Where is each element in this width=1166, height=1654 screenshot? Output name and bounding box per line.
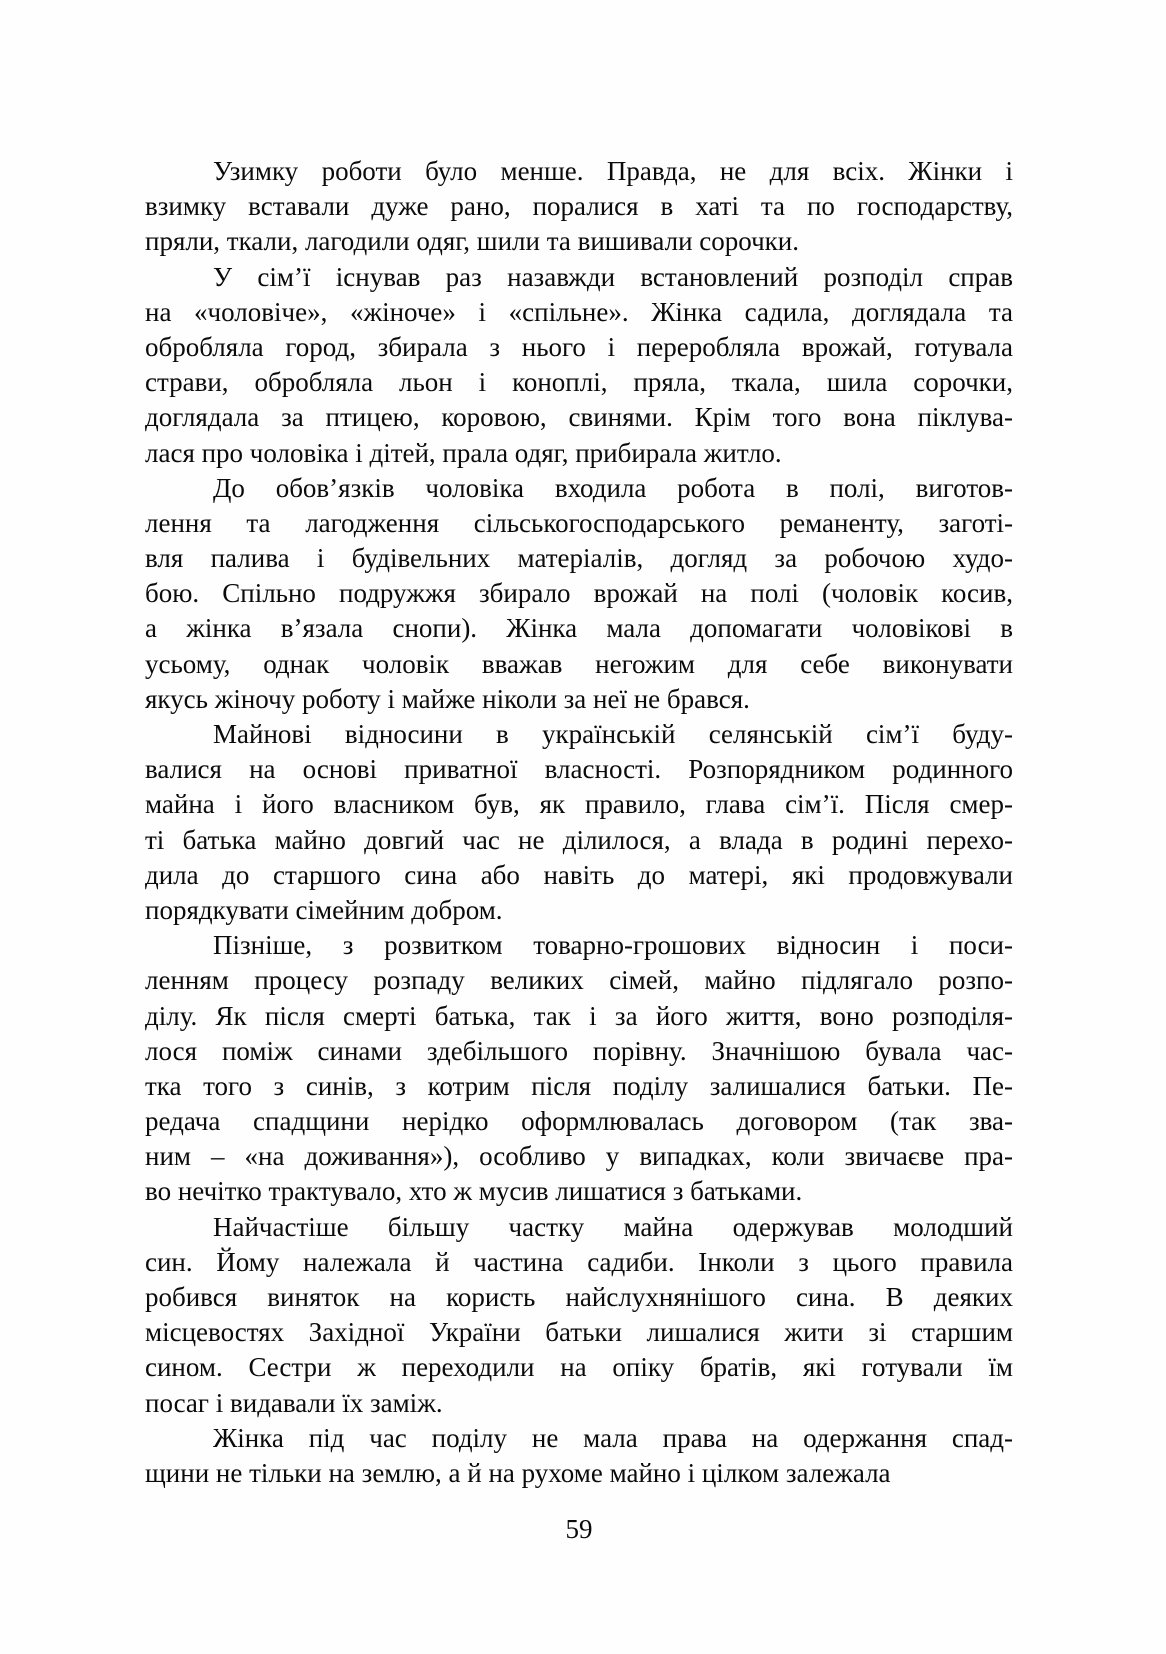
text-line: ленням процесу розпаду великих сімей, майно підлягало розпо- [145,965,1013,996]
text-line: син. Йому належала й частина садиби. Інколи з цього правила [145,1246,1013,1277]
text-line: Узимку роботи було менше. Правда, не для всіх. Жінки і [213,156,1013,186]
text-line: посаг і видавали їх заміж. [145,1387,443,1418]
text-line: усьому, однак чоловік вважав негожим для себе виконувати [145,648,1013,679]
text-line: лася про чоловіка і дітей, прала одяг, прибирала житло. [145,437,782,468]
text-line: ділу. Як після смерті батька, так і за його життя, воно розподіля- [145,1000,1013,1031]
text-line: місцевостях Західної України батьки лишалися жити зі старшим [145,1317,1013,1348]
text-line: доглядала за птицею, коровою, свинями. Крім того вона піклува- [145,402,1013,433]
text-line: До обов’язків чоловіка входила робота в полі, виготов- [213,472,1013,503]
text-line: щини не тільки на землю, а й на рухоме майно і цілком залежала [145,1457,891,1488]
text-line: порядкувати сімейним добром. [145,894,503,925]
page-text [145,154,1013,1491]
text-line: якусь жіночу роботу і майже ніколи за неї не брався. [145,683,750,714]
text-line: а жінка в’язала снопи). Жінка мала допомагати чоловікові в [145,613,1013,644]
text-line: майна і його власником був, як правило, глава сім’ї. Після смер- [145,789,1013,820]
text-line: Жінка під час поділу не мала права на одержання спад- [213,1422,1013,1453]
text-line: пряли, ткали, лагодили одяг, шили та вишивали сорочки. [145,226,799,257]
text-line: тка того з синів, з котрим після поділу залишалися батьки. Пе- [145,1070,1013,1101]
text-line: ті батька майно довгий час не ділилося, а влада в родині перехо- [145,824,1013,855]
text-line: Майнові відносини в українській селянській сім’ї буду- [213,719,1013,749]
text-line: ним – «на доживання»), особливо у випадках, коли звичаєве пра- [145,1141,1013,1172]
text-line: У сім’ї існував раз назавжди встановлений розподіл справ [213,261,1013,292]
text-line: страви, обробляла льон і коноплі, пряла, ткала, шила сорочки, [145,367,1013,398]
text-line: обробляла город, збирала з нього і переробляла врожай, готувала [145,331,1013,362]
text-line: лення та лагодження сільськогосподарського реманенту, заготі- [145,507,1013,538]
text-line: валися на основі приватної власності. Розпорядником родинного [145,754,1013,785]
page-number: 59 [565,1514,593,1544]
text-line: лося поміж синами здебільшого порівну. Значнішою бувала час- [145,1035,1013,1066]
text-line: дила до старшого сина або навіть до матері, які продовжували [145,859,1013,890]
text-line: редача спадщини нерідко оформлювалась договором (так зва- [145,1106,1013,1137]
text-line: робився виняток на користь найслухнянішого сина. В деяких [145,1282,1013,1312]
text-line: Найчастіше більшу частку майна одержував молодший [213,1211,1013,1242]
text-line: бою. Спільно подружжя збирало врожай на полі (чоловік косив, [145,578,1013,609]
text-line: сином. Сестри ж переходили на опіку братів, які готували їм [145,1352,1013,1383]
text-line: Пізніше, з розвитком товарно-грошових відносин і поси- [213,930,1013,961]
text-line: взимку вставали дуже рано, поралися в хаті та по господарству, [145,191,1013,222]
text-line: во нечітко трактувало, хто ж мусив лишатися з батьками. [145,1176,803,1207]
text-line: на «чоловіче», «жіноче» і «спільне». Жінка садила, доглядала та [145,296,1013,327]
text-line: вля палива і будівельних матеріалів, догляд за робочою худо- [145,543,1013,574]
